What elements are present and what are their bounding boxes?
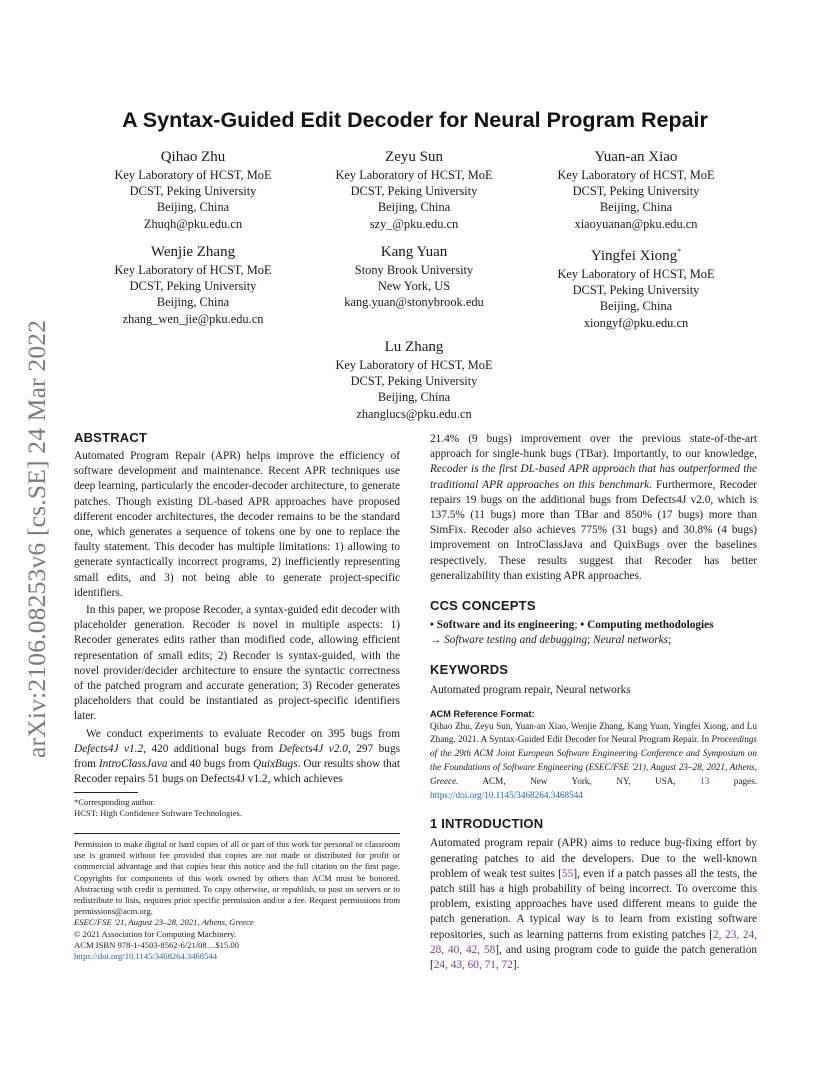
page-count-link[interactable]: 13: [700, 775, 710, 786]
text-run: , 297 bugs from: [74, 742, 400, 771]
text-run: . Furthermore, Recoder repairs 19 bugs on the additional bugs from Defects4J v2.0, which is 137.5% (11 bugs) more than TBar and 850% (17 bugs) more than SimFix. Recoder also achieves 775% (31 bugs) and 30.8% (4 bugs) improvement on IntroClassJava and QuixBugs over the baselines respectively. These results suggest that Recoder has better generalizability than existing APR approaches.: [430, 478, 757, 582]
author-block: [78, 243, 308, 327]
text-run: ], even if a patch passes all the tests, the patch still has a high probability of being incorrect. To overcome this problem, existing approaches have used different means to guide the patch generation. A typical way is to learn from existing software repositories, such as learning patterns from existing patches [: [430, 867, 757, 941]
author-affiliation: DCST, Peking University: [572, 184, 700, 199]
hcst-note: HCST: High Confidence Software Technologies.: [74, 808, 243, 819]
author-affiliation: DCST, Peking University: [129, 184, 257, 199]
ccs-heading: CCS CONCEPTS: [430, 598, 536, 614]
text-run: . Our results show that Recoder repairs 51 bugs on Defects4J v1.2, which achieves: [74, 758, 400, 786]
abstract-paragraph: In this paper, we propose Recoder, a syntax-guided edit decoder with placeholder generation. Recoder is novel in multiple aspects: 1) Recoder generates edits rather than modified code, allowing efficient representation of small edits; 2) Recoder is syntax-guided, with the novel provider/decider architecture to ensure the syntactic correctness of the patched program and accurate generation; 3) Recoder generates placeholders that could be instantiated as project-specific identifiers later.: [74, 604, 400, 723]
introduction-paragraph: [430, 836, 757, 973]
author-location: Beijing, China: [156, 295, 230, 310]
dataset-name: IntroClassJava: [98, 758, 168, 771]
text-run: ACM, New York, NY, USA,: [458, 775, 701, 786]
author-location: Beijing, China: [156, 200, 230, 215]
ccs-concepts: [430, 618, 757, 648]
copyright-line: © 2021 Association for Computing Machinery.: [74, 928, 237, 939]
text-run: ;: [587, 634, 594, 647]
author-affiliation: DCST, Peking University: [350, 374, 478, 389]
keywords-heading: KEYWORDS: [430, 662, 509, 678]
author-block: [299, 338, 529, 422]
text-run: ;: [668, 634, 672, 647]
author-block: [78, 148, 308, 232]
author-email: Zhuqh@pku.edu.cn: [143, 216, 243, 231]
text-run: ], and using program code to guide the patch generation [: [430, 943, 757, 972]
citation-link[interactable]: 2, 23, 24, 28, 40, 42, 58: [430, 928, 757, 956]
doi-link[interactable]: https://doi.org/10.1145/3468264.3468544: [430, 789, 583, 800]
author-affiliation: Key Laboratory of HCST, MoE: [557, 267, 715, 281]
citation-link[interactable]: 24, 43, 60, 71, 72: [433, 959, 513, 972]
author-affiliation: Key Laboratory of HCST, MoE: [114, 263, 272, 277]
author-name: Zeyu Sun: [385, 149, 443, 165]
footnote: [74, 797, 400, 819]
text-run: 21.4% (9 bugs) improvement over the previous state-of-the-art approach for single-hunk bugs (TBar). Importantly, to our knowledge,: [430, 433, 757, 461]
corresponding-author-note: *Corresponding author.: [74, 797, 156, 807]
author-location: Beijing, China: [377, 390, 451, 405]
paper-title: A Syntax-Guided Edit Decoder for Neural Program Repair: [122, 108, 708, 132]
permission-divider: [74, 833, 400, 834]
author-email: zhang_wen_jie@pku.edu.cn: [122, 311, 264, 326]
footnote-divider: [74, 792, 138, 793]
author-affiliation: Key Laboratory of HCST, MoE: [335, 168, 493, 182]
doi-link[interactable]: https://doi.org/10.1145/3468264.3468544: [74, 951, 217, 962]
dataset-name: Defects4J v2.0: [278, 742, 348, 755]
text-run: We conduct experiments to evaluate Recoder on 395 bugs from: [86, 727, 400, 740]
corresponding-mark: *: [677, 247, 682, 256]
ccs-concept: • Software and its engineering: [430, 619, 575, 632]
author-name: Wenjie Zhang: [150, 244, 236, 260]
text-run: , 420 additional bugs from: [143, 742, 279, 755]
text-run: ].: [512, 959, 520, 972]
author-name: Yuan-an Xiao: [594, 149, 678, 165]
author-location: Beijing, China: [599, 200, 673, 215]
venue-line: ESEC/FSE '21, August 23–28, 2021, Athens, Greece: [74, 917, 254, 928]
emphasized-claim: Recoder is the first DL-based APR approach that has outperformed the traditional APR approaches on this benchmark: [430, 463, 757, 491]
proceedings-name: Proceedings of the 29th ACM Joint European Software Engineering Conference and Symposium on the Foundations of Software Engineering (ESEC/FSE '21), August 23–28, 2021, Athens, Greece.: [430, 734, 757, 786]
author-affiliation: Key Laboratory of HCST, MoE: [557, 168, 715, 182]
abstract-paragraph: [74, 727, 400, 788]
author-email: xiaoyuanan@pku.edu.cn: [574, 216, 698, 231]
text-run: pages.: [709, 775, 757, 786]
author-email: szy_@pku.edu.cn: [369, 216, 459, 231]
author-block: [521, 148, 751, 232]
author-location: New York, US: [377, 279, 451, 294]
ccs-subconcept: Neural networks: [593, 634, 669, 647]
author-email: zhanglucs@pku.edu.cn: [356, 406, 472, 421]
author-block: [521, 243, 751, 331]
author-email: kang.yuan@stonybrook.edu: [344, 295, 484, 310]
author-name: [521, 243, 751, 265]
introduction-heading: 1 INTRODUCTION: [430, 816, 544, 832]
keywords-text: Automated program repair, Neural networks: [430, 684, 631, 697]
text-run: ;: [574, 619, 581, 632]
author-email: xiongyf@pku.edu.cn: [583, 315, 689, 330]
author-affiliation: Key Laboratory of HCST, MoE: [114, 168, 272, 182]
isbn-line: ACM ISBN 978-1-4503-8562-6/21/08…$15.00: [74, 939, 239, 950]
author-name: Lu Zhang: [384, 339, 444, 355]
author-affiliation: DCST, Peking University: [350, 184, 478, 199]
author-location: Beijing, China: [377, 200, 451, 215]
text-run: Automated program repair (APR) aims to reduce bug-fixing effort by generating patches to aid the developers. Due to the well-known problem of weak test suites [: [430, 837, 757, 880]
author-affiliation: Stony Brook University: [354, 263, 474, 277]
acm-reference-heading: ACM Reference Format:: [430, 708, 535, 719]
citation-link[interactable]: 55: [562, 867, 574, 880]
author-block: [299, 148, 529, 232]
left-column: [74, 430, 400, 787]
abstract-paragraph: Automated Program Repair (APR) helps improve the efficiency of software development and maintenance. Recent APR techniques use deep learning, particularly the encoder-decoder architecture, to generate patches. Though existing DL-based APR approaches have proposed different encoder architectures, the decoder remains to be the standard one, which generates a sequence of tokens one by one to replace the faulty statement. This decoder has multiple limitations: 1) allowing to generate syntactically incorrect programs, 2) inefficiently representing small edits, and 3) not being able to generate project-specific identifiers.: [74, 450, 400, 599]
author-affiliation: DCST, Peking University: [572, 283, 700, 298]
author-location: Beijing, China: [599, 299, 673, 314]
author-name-text: Yingfei Xiong: [590, 248, 678, 264]
permission-text: Permission to make digital or hard copies of all or part of this work for personal or classroom use is granted without fee provided that copies are not made or distributed for profit or commercial advantage and that copies bear this notice and the full citation on the first page. Copyrights for components of this work owned by others than ACM must be honored. Abstracting with credit is permitted. To copy otherwise, or republish, to post on servers or to redistribute to lists, requires prior specific permission and/or a fee. Request permissions from permissions@acm.org.: [74, 839, 400, 917]
ccs-concept: • Computing methodologies: [580, 619, 714, 632]
ccs-subconcept: → Software testing and debugging: [430, 634, 588, 647]
text-run: and 40 bugs from: [167, 758, 254, 771]
author-name: Qihao Zhu: [160, 149, 226, 165]
arxiv-identifier: arXiv:2106.08253v6 [cs.SE] 24 Mar 2022: [22, 319, 51, 758]
dataset-name: QuixBugs: [253, 758, 298, 771]
author-name: Kang Yuan: [380, 244, 448, 260]
right-column: [430, 432, 757, 973]
text-run: Qihao Zhu, Zeyu Sun, Yuan-an Xiao, Wenjie Zhang, Kang Yuan, Yingfei Xiong, and Lu Zhang. 2021. A Syntax-Guided Edit Decoder for Neural Program Repair. In: [430, 720, 757, 745]
author-affiliation: DCST, Peking University: [129, 279, 257, 294]
dataset-name: Defects4J v1.2: [74, 742, 144, 755]
author-block: [299, 243, 529, 311]
permission-block: [74, 839, 400, 962]
author-affiliation: Key Laboratory of HCST, MoE: [335, 358, 493, 372]
acm-reference-text: [430, 720, 757, 803]
abstract-continuation: [430, 432, 757, 584]
abstract-heading: ABSTRACT: [74, 430, 148, 445]
